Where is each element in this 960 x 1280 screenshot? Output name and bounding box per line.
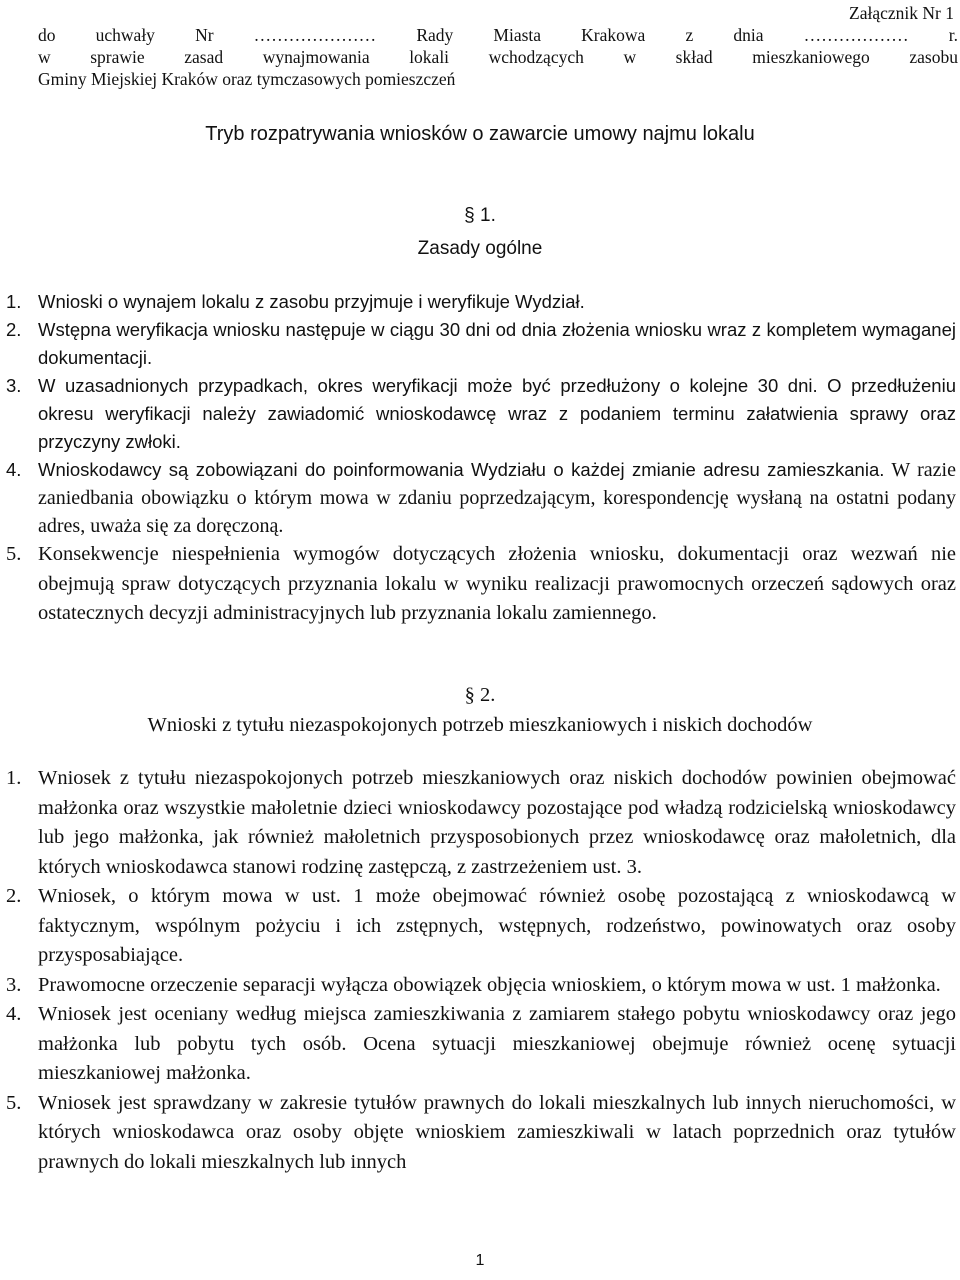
section-2-list: [0, 764, 960, 1177]
list-item-text: Wniosek jest sprawdzany w zakresie tytułów prawnych do lokali mieszkalnych lub innych nieruchomości, w których wnioskodawca oraz osoby objęte wnioskiem zamieszkiwali w latach poprzednich oraz tytułów prawnych do lokali mieszkalnych lub innych: [38, 1091, 956, 1173]
list-item-text-continued: W razie zaniedbania obowiązku o którym mowa w zdaniu poprzedzającym, korespondencję wysłaną na ostatni podany adres, uważa się za doręczoną.: [38, 459, 956, 537]
list-marker: 5.: [6, 1091, 22, 1114]
list-item: [0, 288, 960, 316]
list-item: [0, 1089, 960, 1178]
list-item-text: Wstępna weryfikacja wniosku następuje w ciągu 30 dni od dnia złożenia wniosku wraz z kompletem wymaganej dokumentacji.: [38, 319, 956, 368]
section-number: § 1.: [464, 205, 496, 226]
list-marker: 1.: [6, 291, 22, 312]
list-item: [0, 971, 960, 1001]
list-item-text: W uzasadnionych przypadkach, okres weryfikacji może być przedłużony o kolejne 30 dni. O przedłużeniu okresu weryfikacji należy zawiadomić wnioskodawcę wraz z podaniem terminu załatwienia sprawy oraz przyczyny zwłoki.: [38, 375, 956, 452]
resolution-subject-line-2: Gminy Miejskiej Kraków oraz tymczasowych pomieszczeń: [38, 69, 456, 89]
section-number: § 2.: [464, 684, 496, 706]
section-1-list: [0, 288, 960, 540]
resolution-subject-line: w sprawie zasad wynajmowania lokali wchodzących w skład mieszkaniowego zasobu: [38, 47, 958, 67]
list-item: [0, 372, 960, 456]
list-item-text: Wnioski o wynajem lokalu z zasobu przyjmuje i weryfikuje Wydział.: [38, 291, 585, 312]
list-marker: 2.: [6, 319, 22, 340]
list-item: [0, 316, 960, 372]
list-item: [0, 882, 960, 971]
list-item: [0, 456, 960, 540]
list-item: [0, 764, 960, 882]
list-item: [0, 1000, 960, 1089]
section-1-heading: [0, 203, 960, 262]
list-marker: 4.: [6, 1003, 22, 1025]
section-sign-icon: §: [464, 205, 480, 226]
list-marker: 4.: [6, 459, 22, 480]
list-marker: 3.: [6, 973, 22, 996]
list-item-text: Wniosek, o którym mowa w ust. 1 może obejmować również osobę pozostającą z wnioskodawcą w faktycznym, wspólnym pożyciu i ich zstępnych, wstępnych, rodzeństwo, powinowatych oraz osoby przysposabiające.: [38, 885, 956, 966]
list-item-text: Wniosek jest oceniany według miejsca zamieszkiwania z zamiarem stałego pobytu wnioskodawcy oraz jego małżonka lub pobytu tych osób.: [38, 1003, 956, 1055]
document-title: Tryb rozpatrywania wniosków o zawarcie umowy najmu lokalu: [205, 123, 755, 145]
page-number: 1: [475, 1252, 485, 1269]
list-marker: 3.: [6, 375, 22, 396]
list-item-text: Wnioskodawcy są zobowiązani do poinformowania Wydziału o każdej zmianie adresu zamieszkania.: [38, 459, 885, 480]
list-marker: 1.: [6, 767, 22, 789]
list-item-text: Prawomocne orzeczenie separacji wyłącza obowiązek objęcia wnioskiem, o którym mowa w ust. 1 małżonka.: [38, 973, 941, 996]
document-header: [38, 2, 958, 90]
section-1-list-continued: [0, 540, 960, 629]
list-item: [0, 540, 960, 629]
annex-label: Załącznik Nr 1: [849, 3, 954, 23]
section-2-heading: [0, 680, 960, 740]
list-item-text: Konsekwencje niespełnienia wymogów dotyczących złożenia wniosku, dokumentacji oraz wezwań nie obejmują spraw dotyczących przyznania lokalu w wyniku realizacji prawomocnych orzeczeń sądowych oraz ostatecznych decyzji administracyjnych lub przyznania lokalu zamiennego.: [38, 543, 956, 624]
section-sign-icon: §: [464, 684, 480, 706]
list-item-text: Wniosek z tytułu niezaspokojonych potrzeb mieszkaniowych oraz niskich dochodów powinien obejmować małżonka oraz wszystkie małoletnie dzieci wnioskodawcy pozostające pod władzą rodzicielską wnioskodawcy lub jego małżonka, jak również małoletnich przysposobionych przez wnioskodawcę oraz małoletnich, dla których wnioskodawca stanowi rodzinę zastępczą, z zastrzeżeniem ust. 3.: [38, 767, 956, 878]
resolution-line: do uchwały Nr ………………… Rady Miasta Krakowa z dnia ……………… r.: [38, 25, 958, 45]
section-title: Wnioski z tytułu niezaspokojonych potrzeb mieszkaniowych i niskich dochodów: [147, 714, 813, 736]
list-marker: 5.: [6, 543, 22, 565]
section-title: Zasady ogólne: [417, 238, 543, 259]
list-item-text-continued: Ocena sytuacji mieszkaniowej obejmuje również ocenę sytuacji mieszkaniowej małżonka.: [38, 1032, 956, 1084]
list-marker: 2.: [6, 885, 22, 907]
